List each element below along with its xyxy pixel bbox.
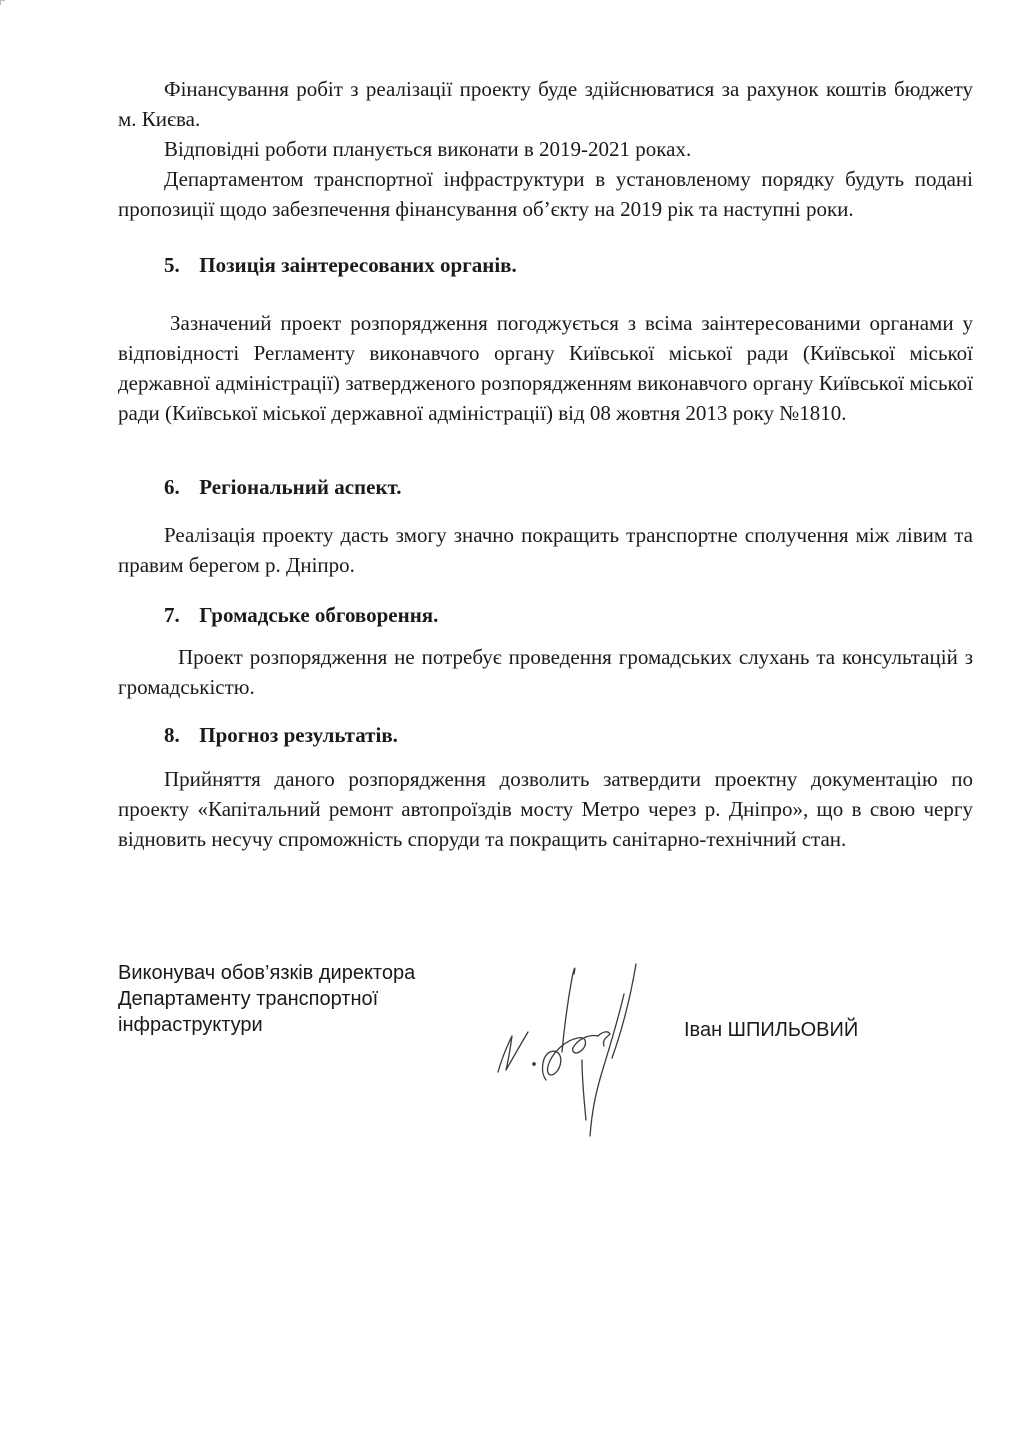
scan-corner-mark (0, 0, 5, 5)
signatory-position (118, 960, 478, 1038)
section-title: Громадське обговорення. (199, 603, 439, 627)
section-heading-7 (118, 600, 973, 630)
paragraph-financing: Фінансування робіт з реалізації проекту буде здійснюватися за рахунок коштів бюджету м. Києва. (118, 77, 973, 131)
section-text-5: Зазначений проект розпорядження погоджується з всіма заінтересованими органами у відповідності Регламенту виконавчого органу Київської міської ради (Київської міської державної адміністрації) затвердженого розпорядженням виконавчого органу Київської міської ради (Київської міської державної адміністрації) від 08 жовтня 2013 року №1810. (118, 311, 973, 425)
section-title: Прогноз результатів. (199, 723, 398, 747)
section-number: 7. (164, 603, 180, 627)
section-text-7: Проект розпорядження не потребує проведення громадських слухань та консультацій з громадськістю. (118, 645, 973, 699)
section-title: Позиція заінтересованих органів. (199, 253, 517, 277)
signatory-position-line-3: інфраструктури (118, 1014, 263, 1036)
signature-block (118, 960, 978, 1140)
paragraph-proposals: Департаментом транспортної інфраструктури в установленому порядку будуть подані пропозиції щодо забезпечення фінансування об’єкту на 2019 рік та наступні роки. (118, 167, 973, 221)
section-text-6: Реалізація проекту дасть змогу значно покращить транспортне сполучення між лівим та правим берегом р. Дніпро. (118, 523, 973, 577)
document-body (118, 74, 973, 854)
paragraph-timeline: Відповідні роботи планується виконати в 2019-2021 роках. (164, 137, 692, 161)
section-number: 5. (164, 253, 180, 277)
section-heading-6 (118, 472, 973, 502)
section-text-8: Прийняття даного розпорядження дозволить затвердити проектну документацію по проекту «Капітальний ремонт автопроїздів мосту Метро через р. Дніпро», що в свою чергу відновить несучу спроможність споруди та покращить санітарно-технічний стан. (118, 767, 973, 851)
section-title: Регіональний аспект. (199, 475, 402, 499)
section-number: 6. (164, 475, 180, 499)
section-heading-5 (118, 250, 973, 280)
section-heading-8 (118, 720, 973, 750)
section-number: 8. (164, 723, 180, 747)
handwritten-signature (490, 960, 660, 1140)
signatory-name: Іван ШПИЛЬОВИЙ (684, 1019, 859, 1041)
signatory-position-line-2: Департаменту транспортної (118, 988, 379, 1010)
signatory-position-line-1: Виконувач обов’язків директора (118, 962, 416, 984)
